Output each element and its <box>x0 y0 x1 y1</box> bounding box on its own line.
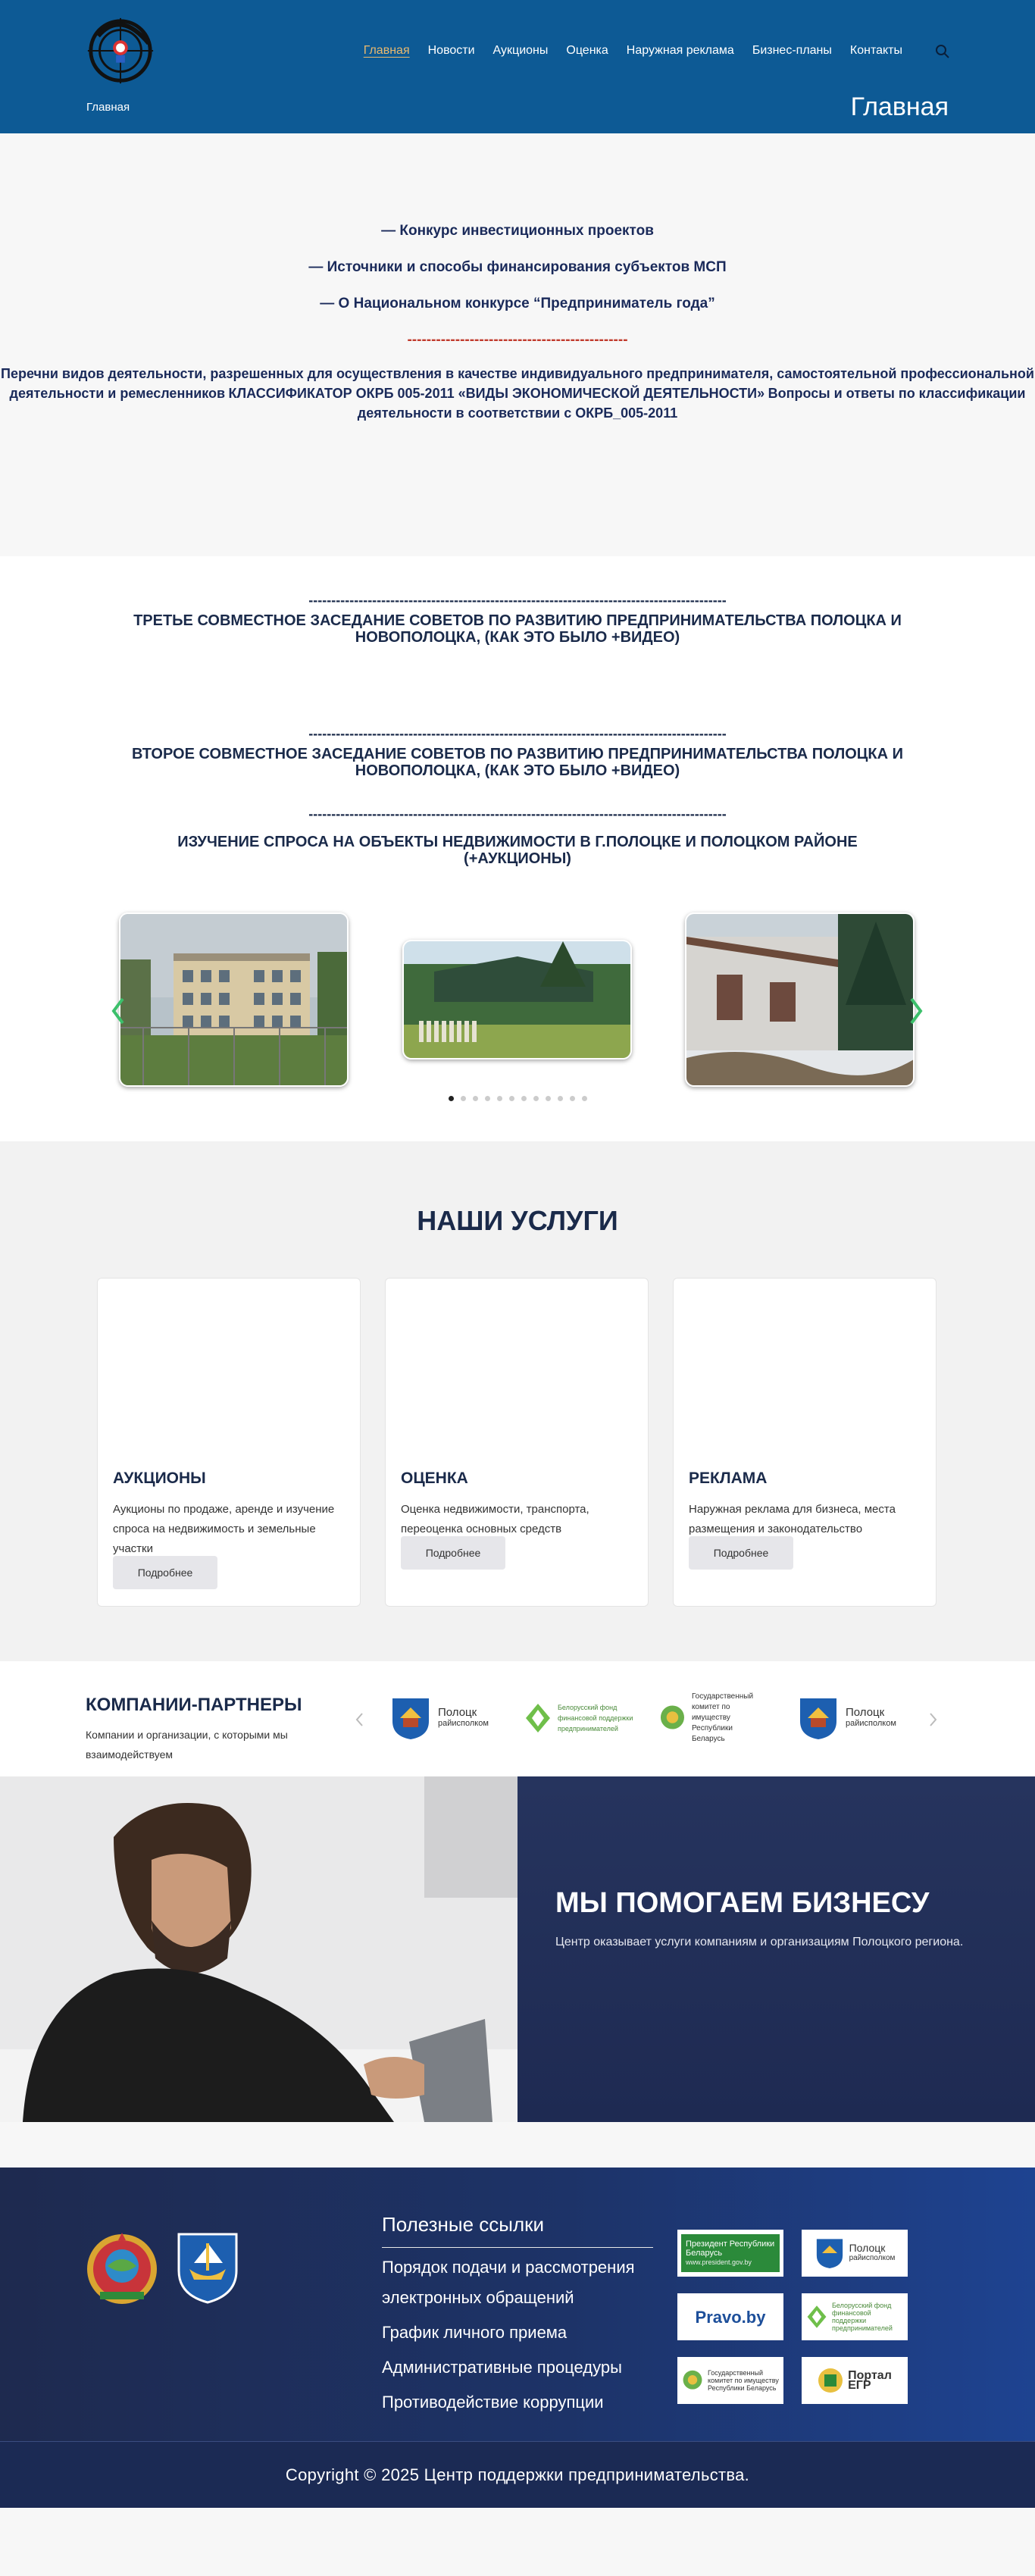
emblem-belarus-icon <box>85 2230 159 2308</box>
slider-dot[interactable] <box>546 1096 551 1101</box>
red-divider: ---------------------------------------------- <box>407 332 628 348</box>
partner-sub: райисполком <box>846 1719 896 1728</box>
hero-text: Центр оказывает услуги компаниям и организациям Полоцкого региона. <box>555 1936 964 1948</box>
banner-president[interactable] <box>677 2230 783 2277</box>
nav-appraisal[interactable]: Оценка <box>566 44 608 57</box>
slider-dot[interactable] <box>497 1096 502 1101</box>
banner-title: Президент Республики Беларусь <box>686 2240 775 2258</box>
news-divider: -------------------------------------------------------------------------------------------- <box>308 806 727 822</box>
chevron-left-icon[interactable] <box>355 1711 365 1728</box>
slider-dot[interactable] <box>570 1096 575 1101</box>
slider-dots <box>0 1096 1035 1101</box>
partner-name: Белорусский фонд финансовой поддержки предпринимателей <box>558 1704 633 1732</box>
site-logo[interactable] <box>83 14 158 88</box>
fund-logo-icon <box>524 1702 552 1734</box>
partners-subtitle: Компании и организации, с которыми мы взаимодействуем <box>86 1729 288 1761</box>
more-button[interactable]: Подробнее <box>401 1536 505 1570</box>
slider-dot[interactable] <box>533 1096 539 1101</box>
chevron-left-icon[interactable] <box>111 997 126 1025</box>
banner-egr-portal[interactable] <box>802 2357 908 2404</box>
news-item[interactable]: ВТОРОЕ СОВМЕСТНОЕ ЗАСЕДАНИЕ СОВЕТОВ ПО РАЗВИТИЮ ПРЕДПРИНИМАТЕЛЬСТВА ПОЛОЦКА И НОВОПОЛОЦКА, (КАК ЭТО БЫЛО +ВИДЕО) <box>132 746 903 779</box>
slider-dot[interactable] <box>449 1096 454 1101</box>
spacer <box>0 2122 1035 2168</box>
nav-outdoor-ads[interactable]: Наружная реклама <box>626 44 734 57</box>
slider-dot[interactable] <box>461 1096 466 1101</box>
footer-link[interactable]: График личного приема <box>382 2323 568 2342</box>
partner-name: Полоцк <box>438 1706 477 1719</box>
partners-section <box>0 1661 1035 1776</box>
polotsk-coat-icon <box>389 1695 432 1741</box>
main-nav <box>364 44 902 58</box>
banner-title: Белорусский фонд финансовой поддержки предпринимателей <box>832 2302 893 2332</box>
banner-fund[interactable] <box>802 2293 908 2340</box>
more-button[interactable]: Подробнее <box>689 1536 793 1570</box>
more-button[interactable]: Подробнее <box>113 1556 217 1589</box>
footer-link[interactable]: Порядок подачи и рассмотрения электронных обращений <box>382 2258 635 2307</box>
services-section <box>0 1141 1035 1661</box>
partners-heading: КОМПАНИИ-ПАРТНЕРЫ <box>86 1695 302 1715</box>
banner-title: Портал <box>848 2369 892 2382</box>
link-entrepreneur-contest[interactable]: — О Национальном конкурсе “Предприниматель года” <box>320 296 715 311</box>
partner-logo[interactable] <box>524 1692 633 1745</box>
news-divider: -------------------------------------------------------------------------------------------- <box>308 726 727 741</box>
nav-home[interactable]: Главная <box>363 44 410 57</box>
copyright: Copyright © 2025 Центр поддержки предпринимательства. <box>0 2441 1035 2508</box>
slider-dot[interactable] <box>473 1096 478 1101</box>
partner-name: Полоцк <box>846 1706 885 1719</box>
useful-links-heading: Полезные ссылки <box>382 2213 653 2248</box>
fund-logo-icon <box>806 2304 827 2330</box>
page-heading: Главная <box>850 92 949 121</box>
partner-logo[interactable] <box>659 1692 765 1745</box>
polotsk-coat-icon <box>815 2236 845 2271</box>
slide-image[interactable] <box>685 912 915 1087</box>
nav-auctions[interactable]: Аукционы <box>492 44 549 57</box>
hero-banner <box>0 1776 1035 2122</box>
hero-panel <box>518 1776 1035 2122</box>
news-item[interactable]: ТРЕТЬЕ СОВМЕСТНОЕ ЗАСЕДАНИЕ СОВЕТОВ ПО РАЗВИТИЮ ПРЕДПРИНИМАТЕЛЬСТВА ПОЛОЦКА И НОВОПОЛОЦКА, (КАК ЭТО БЫЛО +ВИДЕО) <box>133 612 902 646</box>
footer-link[interactable]: Противодействие коррупции <box>382 2393 604 2412</box>
footer-link[interactable]: Административные процедуры <box>382 2358 622 2377</box>
link-financing-sources[interactable]: — Источники и способы финансирования субъектов МСП <box>308 259 727 275</box>
hero-photo <box>0 1776 518 2122</box>
slider-dot[interactable] <box>509 1096 514 1101</box>
search-icon[interactable] <box>935 44 950 59</box>
chevron-right-icon[interactable] <box>927 1711 938 1728</box>
banner-sub: www.president.gov.by <box>686 2258 752 2266</box>
nav-business-plans[interactable]: Бизнес-планы <box>752 44 832 57</box>
partner-logo[interactable] <box>797 1692 903 1745</box>
photo-slider <box>0 912 1035 1102</box>
service-description: Наружная реклама для бизнеса, места размещения и законодательство <box>689 1503 896 1535</box>
service-card-appraisal <box>385 1278 649 1607</box>
site-header <box>0 0 1035 133</box>
partner-sub: райисполком <box>438 1719 489 1728</box>
banner-title: Pravo.by <box>695 2307 766 2327</box>
link-investment-contest[interactable]: — Конкурс инвестиционных проектов <box>381 223 654 239</box>
slider-dot[interactable] <box>521 1096 527 1101</box>
banner-title: Полоцк <box>849 2242 886 2254</box>
nav-contacts[interactable]: Контакты <box>849 44 902 57</box>
service-card-auctions <box>97 1278 361 1607</box>
polotsk-coat-icon <box>176 2230 239 2305</box>
emblem-belarus-icon <box>682 2368 703 2393</box>
nav-news[interactable]: Новости <box>427 44 475 57</box>
service-title: ОЦЕНКА <box>401 1470 468 1487</box>
news-section <box>0 556 1035 1141</box>
banner-sub: райисполком <box>849 2254 896 2262</box>
link-okrb-classifier[interactable]: КЛАССИФИКАТОР ОКРБ 005-2011 «ВИДЫ ЭКОНОМИЧЕСКОЙ ДЕЯТЕЛЬНОСТИ» <box>228 386 765 401</box>
slider-dot[interactable] <box>582 1096 587 1101</box>
link-classification-faq[interactable]: Вопросы и ответы по классификации деятельности в соответствии с ОКРБ_005-2011 <box>357 386 1026 421</box>
service-card-advertising <box>673 1278 937 1607</box>
slide-image[interactable] <box>402 940 632 1060</box>
link-activity-lists[interactable]: Перечни видов деятельности, разрешенных для осуществления в качестве индивидуального предпринимателя, самостоятельной профессиональной деятельности и ремесленников <box>1 366 1034 401</box>
egr-logo-icon <box>818 2365 843 2396</box>
service-title: РЕКЛАМА <box>689 1470 768 1487</box>
hero-title: МЫ ПОМОГАЕМ БИЗНЕСУ <box>555 1887 930 1919</box>
banner-polotsk[interactable] <box>802 2230 908 2277</box>
service-description: Оценка недвижимости, транспорта, переоценка основных средств <box>401 1503 589 1535</box>
partner-name: Государственный комитет по имуществу Республики Беларусь <box>691 1692 754 1743</box>
partner-logo[interactable] <box>389 1692 496 1745</box>
intro-links <box>0 133 1035 556</box>
slide-image[interactable] <box>119 912 349 1087</box>
useful-links <box>382 2213 653 2418</box>
service-title: АУКЦИОНЫ <box>113 1470 206 1487</box>
logo-caption[interactable]: Главная <box>86 101 130 114</box>
site-footer <box>0 2168 1035 2508</box>
banner-sub: ЕГР <box>848 2379 871 2392</box>
slider-dot[interactable] <box>485 1096 490 1101</box>
banner-property-committee[interactable] <box>677 2357 783 2404</box>
service-description: Аукционы по продаже, аренде и изучение спроса на недвижимость и земельные участки <box>113 1503 335 1555</box>
polotsk-coat-icon <box>797 1695 840 1741</box>
news-item[interactable]: ИЗУЧЕНИЕ СПРОСА НА ОБЪЕКТЫ НЕДВИЖИМОСТИ В Г.ПОЛОЦКЕ И ПОЛОЦКОМ РАЙОНЕ (+АУКЦИОНЫ) <box>177 834 858 867</box>
banner-title: Государственный комитет по имуществу Республики Беларусь <box>708 2369 779 2392</box>
news-divider: -------------------------------------------------------------------------------------------- <box>308 593 727 608</box>
banner-pravo[interactable] <box>677 2293 783 2340</box>
services-heading: НАШИ УСЛУГИ <box>417 1205 618 1236</box>
chevron-right-icon[interactable] <box>908 997 924 1025</box>
emblem-belarus-icon <box>659 1702 686 1734</box>
slider-dot[interactable] <box>558 1096 563 1101</box>
